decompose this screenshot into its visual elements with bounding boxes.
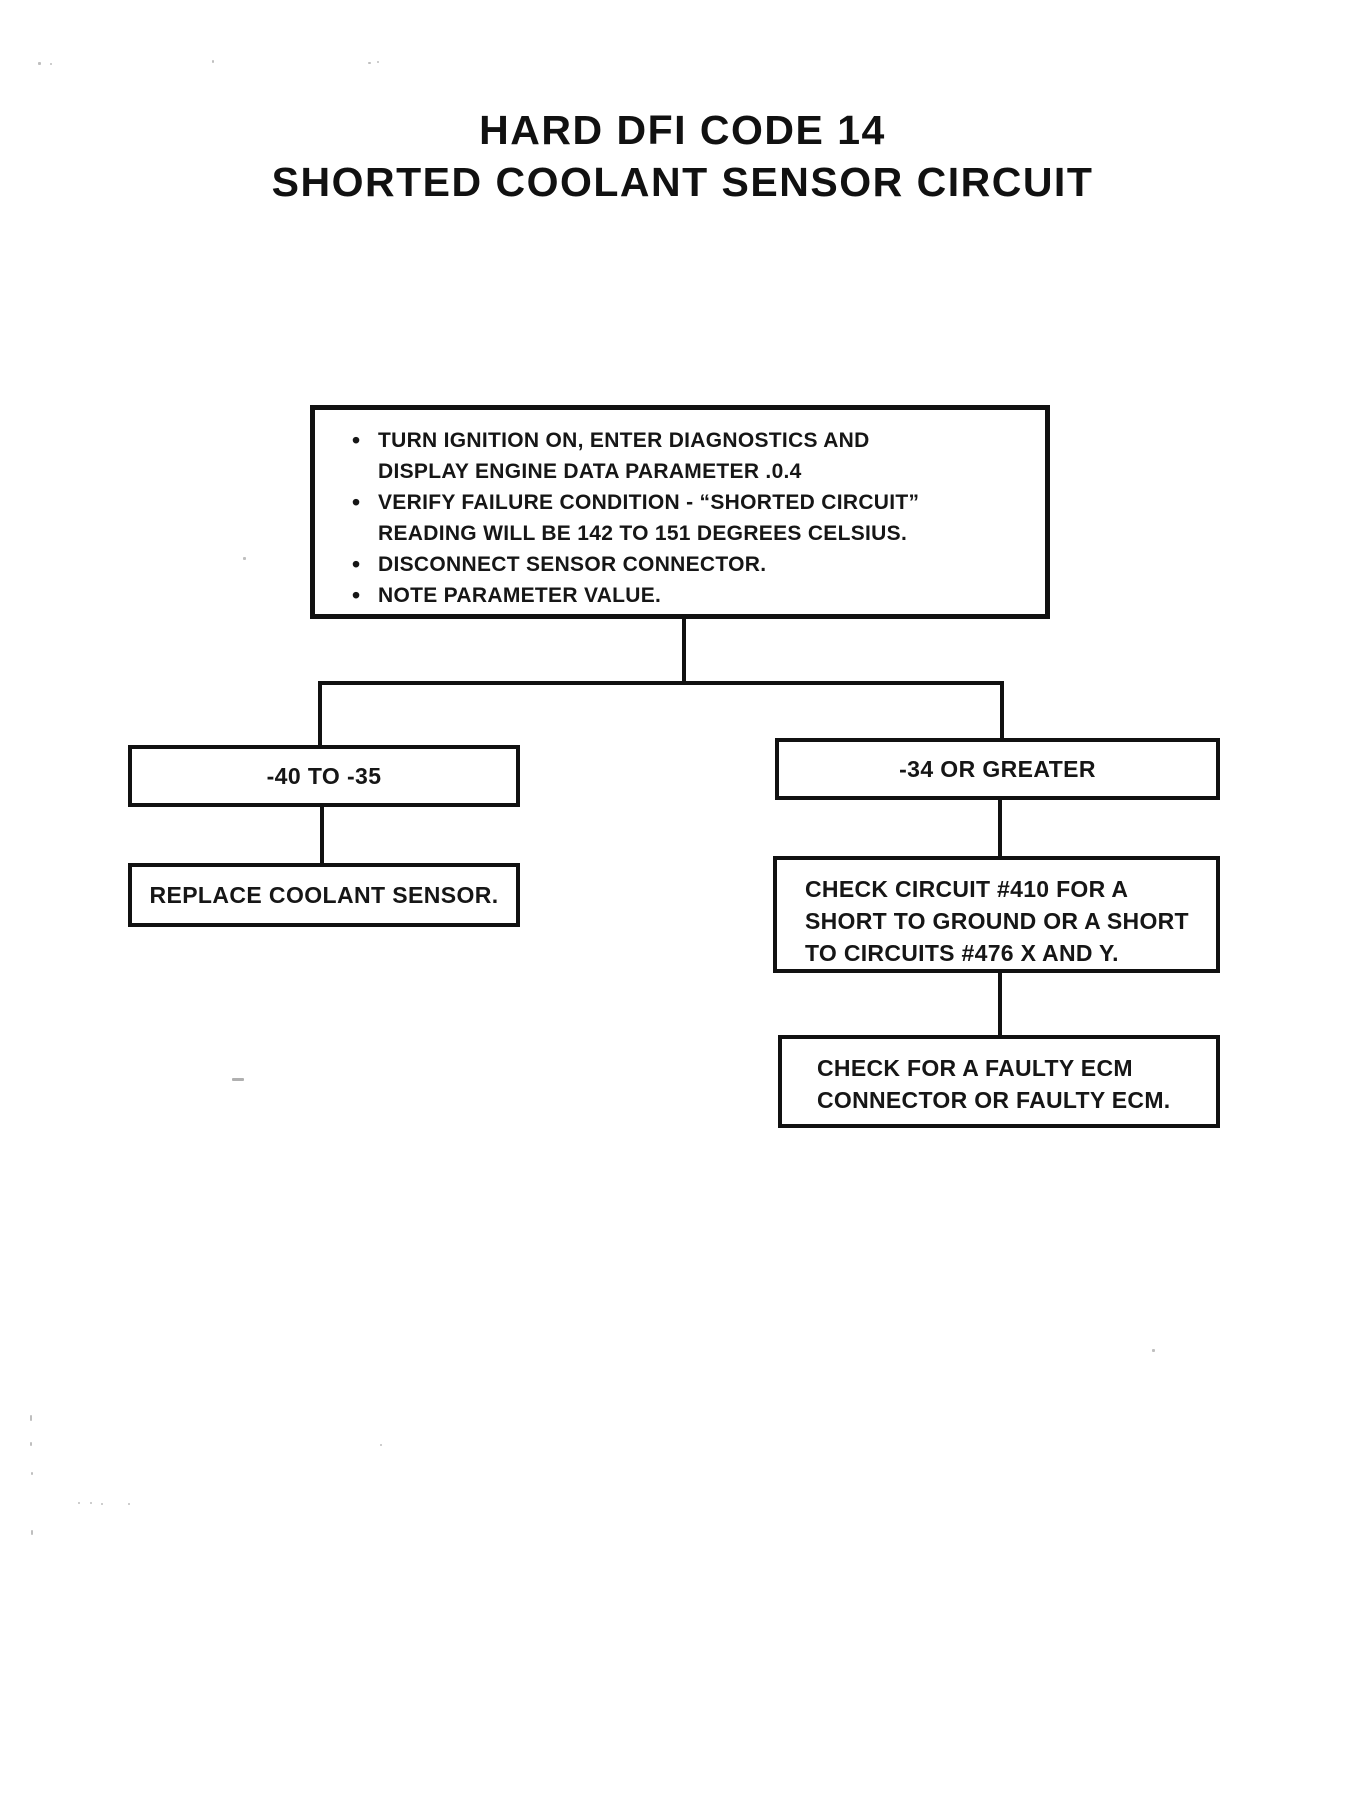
step-item: [352, 549, 1037, 580]
scan-artifact: [90, 1502, 92, 1504]
step-item: [352, 425, 1037, 487]
start-box: [310, 405, 1050, 619]
step-item: [352, 580, 1037, 611]
scan-artifact: [128, 1503, 130, 1505]
connector-left-drop: [318, 681, 322, 747]
scan-artifact: [101, 1503, 103, 1505]
page-title-line2: SHORTED COOLANT SENSOR CIRCUIT: [271, 159, 1094, 205]
page-title-line1: HARD DFI CODE 14: [479, 107, 886, 153]
action-box-check-circuit: [773, 856, 1220, 973]
action-label: REPLACE COOLANT SENSOR.: [149, 881, 499, 908]
bullet-icon: •: [352, 582, 361, 608]
condition-label: -40 TO -35: [266, 762, 382, 789]
scan-artifact: [50, 63, 52, 65]
step-text: NOTE PARAMETER VALUE.: [378, 584, 662, 607]
connector-right-ecm-drop: [998, 971, 1002, 1037]
scan-artifact: [31, 1472, 33, 1475]
step-item: [352, 487, 1037, 549]
step-text: TURN IGNITION ON, ENTER DIAGNOSTICS AND DISPLAY ENGINE DATA PARAMETER .0.4: [378, 429, 870, 483]
connector-right-drop: [1000, 681, 1004, 740]
action-text-line: CHECK CIRCUIT #410 FOR A: [805, 876, 1129, 902]
step-text: DISCONNECT SENSOR CONNECTOR.: [378, 553, 767, 576]
step-text: VERIFY FAILURE CONDITION - “SHORTED CIRCUIT” READING WILL BE 142 TO 151 DEGREES CELSIUS.: [378, 491, 920, 545]
scan-artifact: [232, 1078, 244, 1081]
scan-artifact: [377, 61, 379, 63]
connector-left-action-drop: [320, 805, 324, 865]
scan-artifact: [380, 1444, 382, 1446]
action-box-check-ecm: [778, 1035, 1220, 1128]
bullet-icon: •: [352, 489, 361, 515]
scan-artifact: [1152, 1349, 1155, 1352]
bullet-icon: •: [352, 427, 361, 453]
connector-start-stub: [682, 619, 686, 685]
scan-artifact: [30, 1442, 32, 1446]
scan-artifact: [38, 62, 41, 65]
condition-box-low-range: [128, 745, 520, 807]
scan-artifact: [212, 60, 214, 63]
condition-box-high-range: [775, 738, 1220, 800]
connector-right-action-drop: [998, 798, 1002, 858]
scan-artifact: [31, 1530, 33, 1535]
scan-artifact: [243, 557, 246, 560]
page-title: [0, 104, 1365, 208]
scan-artifact: [78, 1502, 80, 1504]
connector-branch-horizontal: [318, 681, 1004, 685]
action-text-line: TO CIRCUITS #476 X AND Y.: [805, 940, 1119, 966]
action-text-line: CHECK FOR A FAULTY ECM: [817, 1055, 1133, 1081]
action-text-line: SHORT TO GROUND OR A SHORT: [805, 908, 1189, 934]
condition-label: -34 OR GREATER: [899, 755, 1096, 782]
action-box-replace-sensor: [128, 863, 520, 927]
scan-artifact: [30, 1415, 32, 1421]
action-text-line: CONNECTOR OR FAULTY ECM.: [817, 1087, 1171, 1113]
scan-artifact: [368, 62, 371, 64]
bullet-icon: •: [352, 551, 361, 577]
